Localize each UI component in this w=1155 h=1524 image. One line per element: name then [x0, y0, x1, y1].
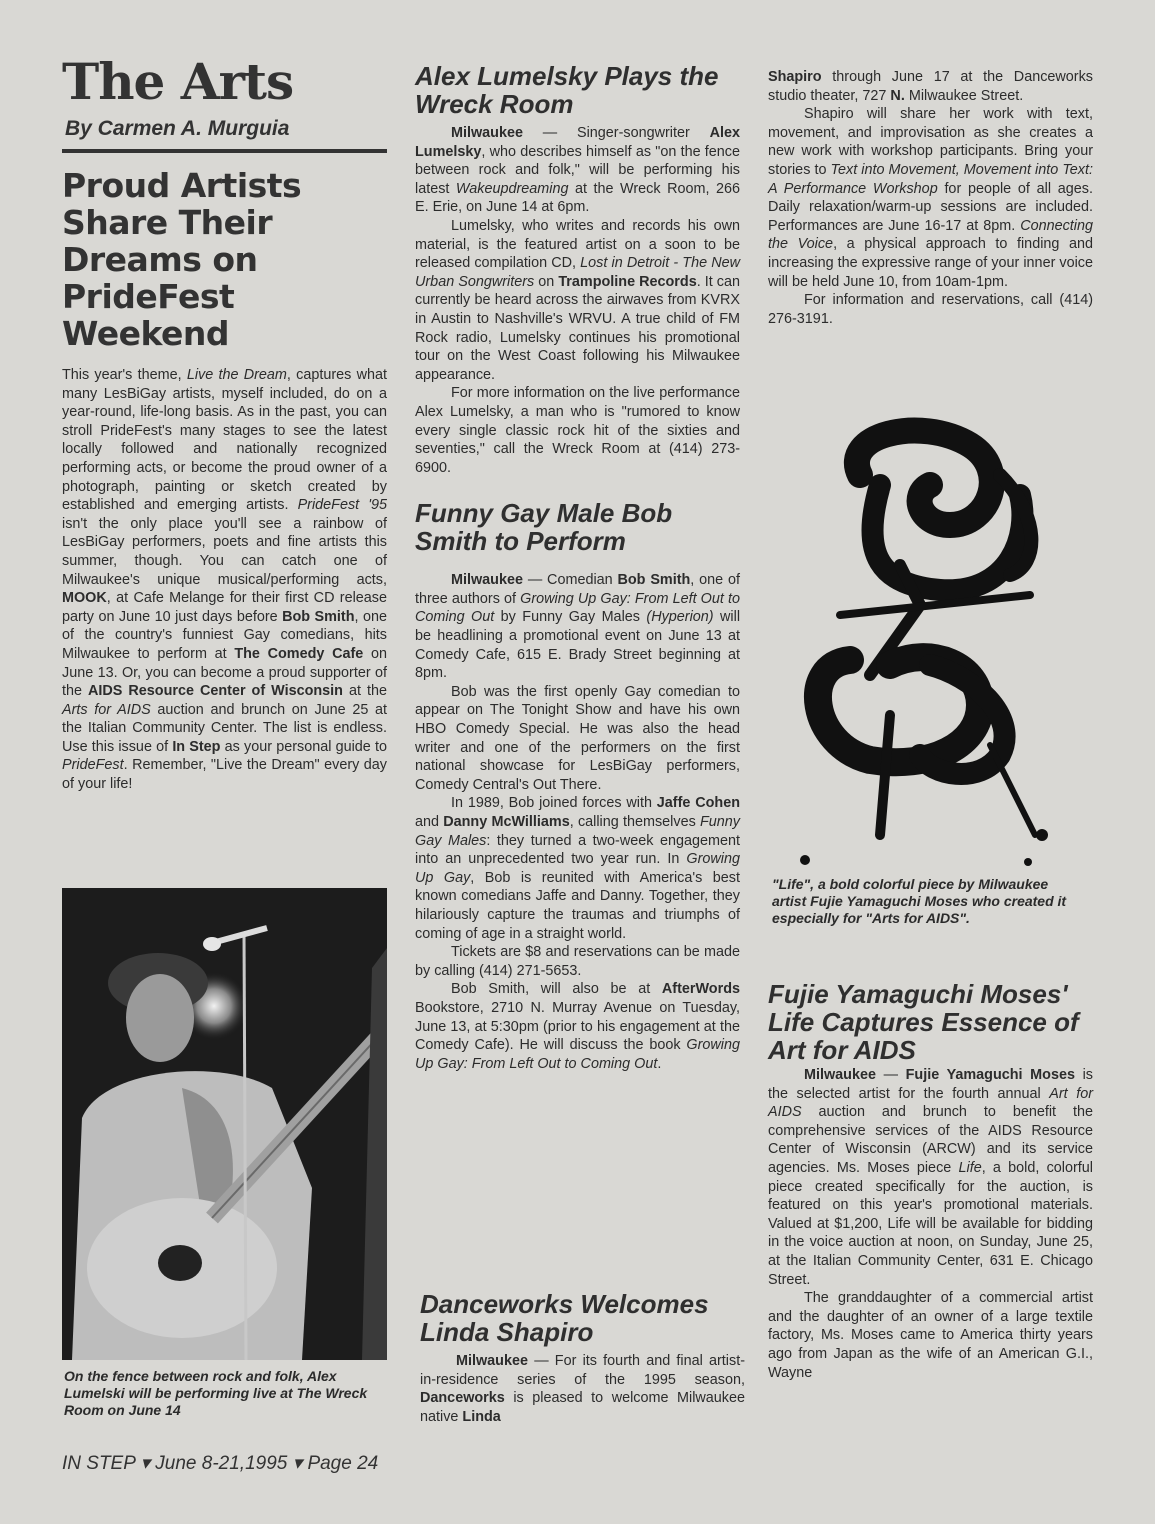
smith-body: [415, 571, 740, 1073]
column-right: [768, 68, 1093, 328]
smith-paragraph-5: Bob Smith, will also be at AfterWords Bookstore, 2710 N. Murray Avenue on Tuesday, June 13, at 5:30pm (prior to his engagement at the Comedy Cafe). He will discuss the book Growing Up Gay: From Left Out to Coming Out.: [415, 981, 740, 1072]
lumelsky-body: [415, 124, 740, 477]
smith-paragraph-1: Milwaukee — Comedian Bob Smith, one of three authors of Growing Up Gay: From Left Out to Coming Out by Funny Gay Males (Hyperion) will be headlining a promotional event on June 13 at Comedy Cafe, 615 E. Brady Street beginning at 8pm.: [415, 572, 741, 682]
divider-rule: [62, 149, 387, 153]
moses-headline: Fujie Yamaguchi Moses' Life Captures Essence of Art for AIDS: [768, 979, 1079, 1065]
page-footer: IN STEP ▾ June 8-21,1995 ▾ Page 24: [62, 1453, 379, 1474]
performer-photo: [62, 888, 387, 1360]
lead-headline: Proud Artists Share Their Dreams on PrideFest Weekend: [62, 166, 302, 353]
danceworks-cont-3: For information and reservations, call (414) 276-3191.: [768, 292, 1093, 327]
lumelsky-paragraph-1: Milwaukee — Singer-songwriter Alex Lumelsky, who describes himself as "on the fence between rock and folk," will be performing his latest Wakeupdreaming at the Wreck Room, 266 E. Erie, on June 14 at 6pm.: [415, 125, 740, 216]
moses-paragraph-1: Milwaukee — Fujie Yamaguchi Moses is the selected artist for the fourth annual Art for AIDS auction and brunch to benefit the comprehensive services of the AIDS Resource Center of Wisconsin (ARCW) and its service agencies. Ms. Moses piece Life, a bold, colorful piece created specifically for the auction, is featured on this year's promotional materials. Valued at $1,200, Life will be available for bidding in the voice auction at noon, on Sunday, June 25, at the Italian Community Center, 631 E. Chicago Street.: [768, 1067, 1093, 1288]
lumelsky-headline: Alex Lumelsky Plays the Wreck Room: [415, 61, 719, 119]
smith-headline: Funny Gay Male Bob Smith to Perform: [415, 498, 673, 557]
danceworks-headline: Danceworks Welcomes Linda Shapiro: [420, 1289, 709, 1347]
lumelsky-paragraph-2: Lumelsky, who writes and records his own material, is the featured artist on a soon to be released compilation CD, Lost in Detroit - The New Urban Songwriters on Trampoline Records. It can currently be heard across the airwaves from KVRX in Austin to Nashville's WRVU. A true child of FM Rock radio, Lumelsky continues his promotional tour on the West Coast following his Milwaukee appearance.: [415, 217, 740, 383]
danceworks-article: [420, 1290, 745, 1426]
smith-paragraph-4: Tickets are $8 and reservations can be made by calling (414) 271-5653.: [415, 944, 740, 979]
danceworks-cont-2: Shapiro will share her work with text, movement, and improvisation as she creates a new work with workshop participants. Bring your stories to Text into Movement, Movement into Text: A Performance Workshop for people of all ages. Daily relaxation/warm-up sessions are included. Performances are June 16-17 at 8pm. Connecting the Voice, a physical approach to finding and increasing the expressive range of your inner voice will be held June 10, from 10am-1pm.: [768, 106, 1093, 290]
photo-caption: On the fence between rock and folk, Alex Lumelski will be performing live at The Wreck Room on June 14: [64, 1368, 368, 1418]
danceworks-continued: [768, 68, 1093, 328]
lumelsky-paragraph-3: For more information on the live performance Alex Lumelsky, a man who is "rumored to know every single classic rock hit of the sixties and seventies," call the Wreck Room at (414) 273-6900.: [415, 385, 740, 476]
danceworks-paragraph-1: Milwaukee — For its fourth and final artist-in-residence series of the 1995 season, Danceworks is pleased to welcome Milwaukee native Linda: [420, 1353, 745, 1425]
column-left: [62, 52, 387, 794]
smith-paragraph-3: In 1989, Bob joined forces with Jaffe Cohen and Danny McWilliams, calling themselves Funny Gay Males: they turned a two-week engagement into an unprecedented two year run. In Growing Up Gay, Bob is reunited with America's best known comedians Jaffe and Danny. Together, they hilariously capture the traumas and triumphs of coming of age in a straight world.: [415, 795, 741, 942]
artwork-caption: "Life", a bold colorful piece by Milwaukee artist Fujie Yamaguchi Moses who created it especially for "Arts for AIDS".: [772, 876, 1067, 926]
moses-body: [768, 1066, 1093, 1382]
life-artwork: [780, 415, 1080, 875]
smith-paragraph-2: Bob was the first openly Gay comedian to appear on The Tonight Show and have his own HBO Comedy Special. He was also the head writer and one of the performers on the first national showcase for LesBiGay performers, Comedy Central's Out There.: [415, 683, 740, 793]
moses-article: [768, 980, 1093, 1382]
byline: By Carmen A. Murguia: [65, 117, 290, 140]
danceworks-body: [420, 1352, 745, 1426]
column-middle: [415, 62, 740, 1073]
lead-article-body: [62, 366, 387, 794]
danceworks-cont-1: Shapiro through June 17 at the Danceworks studio theater, 727 N. Milwaukee Street.: [768, 69, 1093, 104]
section-title: The Arts: [62, 52, 294, 111]
lead-paragraph: This year's theme, Live the Dream, captures what many LesBiGay artists, myself included, do on a year-round, life-long basis. As in the past, you can stroll PrideFest's many stages to see the latest locally followed and nationally recognized performing acts, or become the proud owner of a photograph, painting or sketch created by established and emerging artists. PrideFest '95 isn't the only place you'll see a rainbow of LesBiGay performers, poets and fine artists this summer, though. You can catch one of Milwaukee's unique musical/performing acts, MOOK, at Cafe Melange for their first CD release party on June 10 just days before Bob Smith, one of the country's funniest Gay comedians, hits Milwaukee to perform at The Comedy Cafe on June 13. Or, you can become a proud supporter of the AIDS Resource Center of Wisconsin at the Arts for AIDS auction and brunch on June 25 at the Italian Community Center. The list is endless. Use this issue of In Step as your personal guide to PrideFest. Remember, "Live the Dream" every day of your life!: [62, 367, 387, 793]
moses-paragraph-2: The granddaughter of a commercial artist and the daughter of an owner of a large textile factory, Ms. Moses came to America thirty years ago from Japan as the wife of an American G.I., Wayne: [768, 1290, 1093, 1381]
